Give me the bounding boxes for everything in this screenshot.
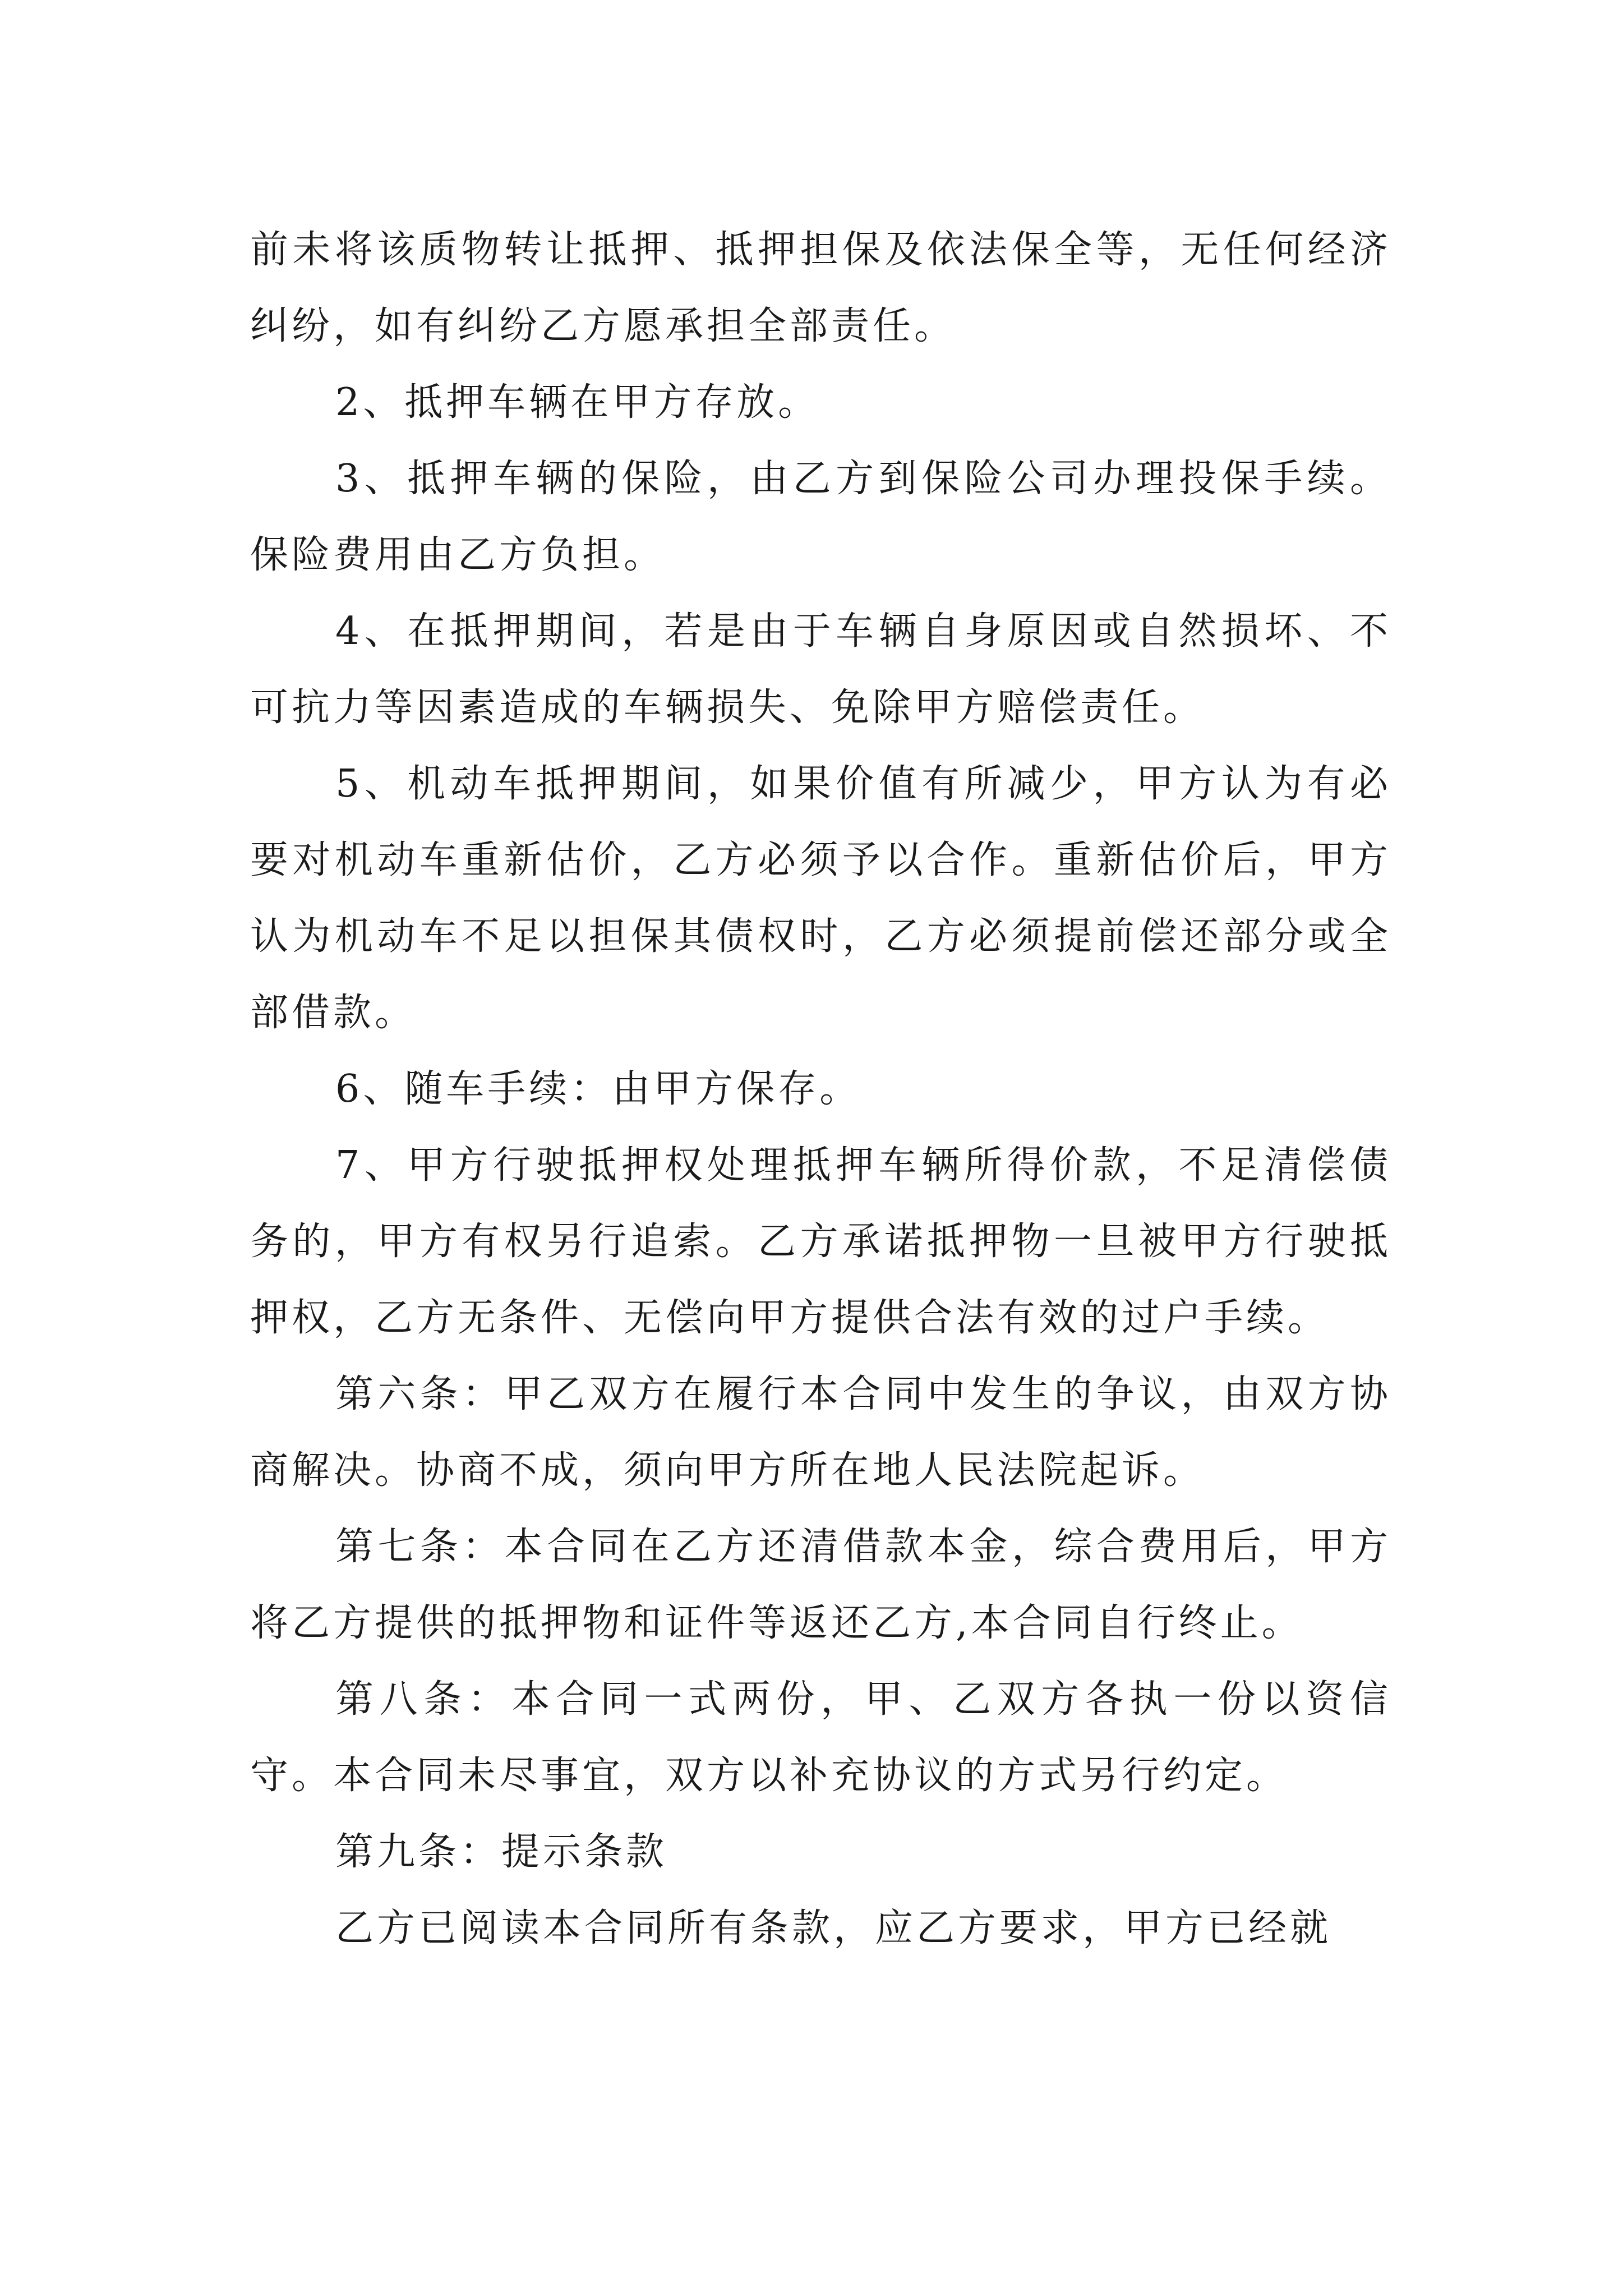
- paragraph-article-9-body: 乙方已阅读本合同所有条款，应乙方要求，甲方已经就: [335, 1906, 1332, 1950]
- paragraph-article-6-disputes: 第六条：甲乙双方在履行本合同中发生的争议，由双方协商解决。协商不成，须向甲方所在地人民法院起诉。: [250, 1372, 1391, 1493]
- paragraph-article-7-termination: 第七条：本合同在乙方还清借款本金，综合费用后，甲方将乙方提供的抵押物和证件等返还乙方,本合同自行终止。: [250, 1525, 1391, 1645]
- paragraph-item-2-storage: 2、抵押车辆在甲方存放。: [335, 380, 820, 425]
- paragraph-pledge-clause-continued: 前未将该质物转让抵押、抵押担保及依法保全等，无任何经济纠纷，如有纠纷乙方愿承担全部责任。: [250, 228, 1391, 348]
- paragraph-article-8-copies: 第八条：本合同一式两份，甲、乙双方各执一份以资信守。本合同未尽事宜，双方以补充协议的方式另行约定。: [250, 1677, 1391, 1798]
- paragraph-article-9-heading: 第九条：提示条款: [335, 1830, 668, 1874]
- paragraph-item-5-revaluation: 5、机动车抵押期间，如果价值有所减少，甲方认为有必要对机动车重新估价，乙方必须予以合作。重新估价后，甲方认为机动车不足以担保其债权时，乙方必须提前偿还部分或全部借款。: [250, 762, 1391, 1035]
- paragraph-item-7-enforcement: 7、甲方行驶抵押权处理抵押车辆所得价款，不足清偿债务的，甲方有权另行追索。乙方承诺抵押物一旦被甲方行驶抵押权，乙方无条件、无偿向甲方提供合法有效的过户手续。: [250, 1143, 1391, 1340]
- contract-body: [250, 212, 1391, 1967]
- paragraph-item-6-documents: 6、随车手续：由甲方保存。: [335, 1067, 861, 1111]
- paragraph-item-3-insurance: 3、抵押车辆的保险，由乙方到保险公司办理投保手续。保险费用由乙方负担。: [250, 457, 1391, 577]
- paragraph-item-4-damage: 4、在抵押期间，若是由于车辆自身原因或自然损坏、不可抗力等因素造成的车辆损失、免除甲方赔偿责任。: [250, 609, 1391, 730]
